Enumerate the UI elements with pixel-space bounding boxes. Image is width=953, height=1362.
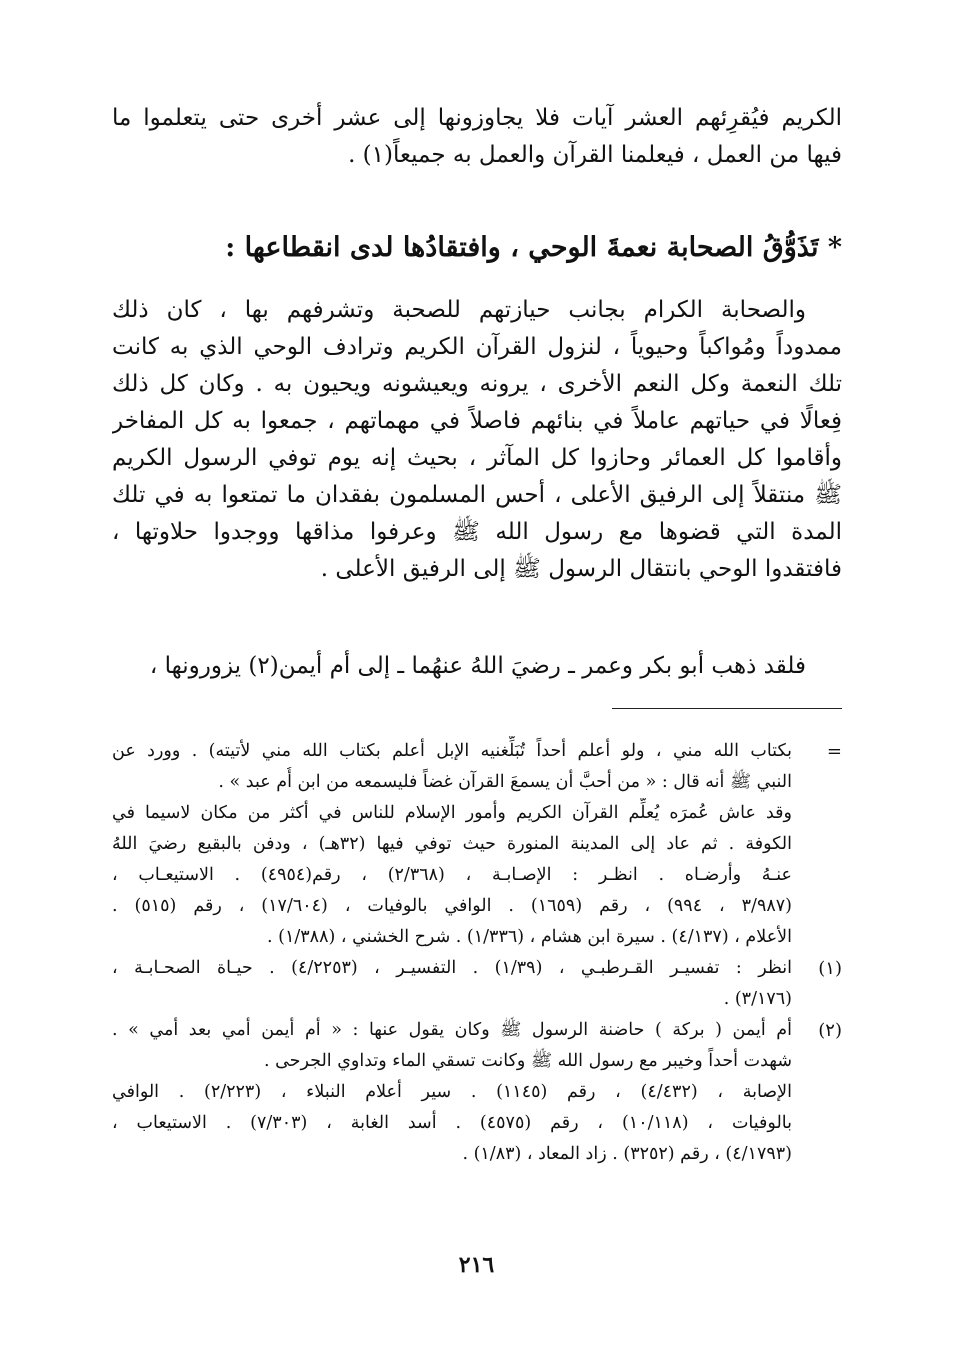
footnote-line: (٣/٩٨٧ ، ٩٩٤) ، رقم (١٦٥٩) . الوافي بالوفيات ، (١٧/٦٠٤) ، رقم (٥١٥) . — [112, 896, 792, 916]
text-line: ممدوداً ومُواكباً وحيوياً ، لنزول القرآن الكريم وترادف الوحي الذي به كانت — [112, 334, 842, 360]
footnote-marker: (٢) — [818, 1020, 842, 1041]
text-line: فِعالًا في حياتهم عاملاً في بنائهم فاصلاً في مهماتهم ، جمعوا به كل المفاخر — [112, 408, 842, 434]
text-line: تلك النعمة وكل النعم الأخرى ، يرونه ويعيشونه ويحيون به . وكان كل ذلك — [112, 371, 842, 397]
text-line: فلقد ذهب أبو بكر وعمر ـ رضيَ اللهُ عنهُما ـ إلى أم أيمن(٢) يزورونها ، — [149, 653, 806, 679]
footnote-line: النبي ﷺ أنه قال : « من أحبَّ أن يسمعَ القرآن غضاً فليسمعه من ابن أُم عبد » . — [218, 772, 792, 792]
footnotes — [112, 736, 842, 1170]
footnote-continued — [112, 736, 842, 953]
footnote-marker: = — [826, 741, 842, 762]
footnote-line: عنـهُ وأرضـاه . انظـر : الإصـابـة ، (٢/٣٦٨) ، رقم(٤٩٥٤) . الاستيعـاب ، — [112, 865, 792, 885]
text-line: وأقاموا كل العمائر وحازوا كل المآثر ، بحيث إنه يوم توفي الرسول الكريم — [112, 445, 842, 471]
text-line: الكريم فيُقرِئهم العشر آيات فلا يجاوزونها إلى عشر أخرى حتى يتعلموا ما — [112, 105, 842, 131]
footnote-line: الكوفة . ثم عاد إلى المدينة المنورة حيث توفي فيها (٣٢هـ) ، ودفن بالبقيع رضيَ اللهُ — [112, 834, 792, 854]
footnote-line: انظر : تفسيـر القـرطبـي ، (١/٣٩) . التفسيـر ، (٤/٢٢٥٣) . حيـاة الصحـابـة ، — [112, 958, 792, 978]
intro-paragraph — [112, 100, 842, 174]
text-line: المدة التي قضوها مع رسول الله ﷺ وعرفوا مذاقها ووجدوا حلاوتها ، — [112, 519, 842, 545]
footnote-1 — [112, 953, 842, 1015]
footnote-line: شهدت أحداً وخيبر مع رسول الله ﷺ وكانت تسقي الماء وتداوي الجرحى . — [263, 1051, 792, 1071]
footnote-separator — [612, 708, 842, 709]
footnote-line: الإصابة ، (٤/٤٣٢) ، رقم (١١٤٥) . سير أعلام النبلاء ، (٢/٢٢٣) . الوافي — [112, 1082, 792, 1102]
page-number: ٢١٦ — [458, 1252, 495, 1278]
text-line: والصحابة الكرام بجانب حيازتهم للصحبة وتشرفهم بها ، كان ذلك — [112, 297, 806, 323]
footnote-line: وقد عاش عُمرَه يُعلِّم القرآن الكريم وأمور الإسلام للناس في أكثر من مكان لاسيما في — [112, 803, 792, 823]
footnote-2 — [112, 1015, 842, 1170]
text-line: فافتقدوا الوحي بانتقال الرسول ﷺ إلى الرفيق الأعلى . — [320, 556, 842, 582]
footnote-line: بكتاب الله مني ، ولو أعلم أحداً تُبَلِّغنيه الإبل أعلم بكتاب الله مني لأتيته) . وورد عن — [112, 741, 792, 761]
footnote-line: أم أيمن ( بركة ) حاضنة الرسول ﷺ وكان يقول عنها : « أم أيمن أمي بعد أمي » . — [112, 1020, 792, 1040]
footnote-line: (٤/١٧٩٣) ، رقم (٣٢٥٢) . زاد المعاد ، (١/٨٣) . — [462, 1144, 792, 1164]
footnote-line: الأعلام ، (٤/١٣٧) . سيرة ابن هشام ، (١/٣٣٦) . شرح الخشني ، (١/٣٨٨) . — [267, 927, 792, 947]
footnote-line: بالوفيات ، (١٠/١١٨) ، رقم (٤٥٧٥) . أسد الغابة ، (٧/٣٠٣) . الاستيعاب ، — [112, 1113, 792, 1133]
text-line: ﷺ منتقلاً إلى الرفيق الأعلى ، أحس المسلمون بفقدان ما تمتعوا به في تلك — [112, 482, 842, 508]
text-line: فيها من العمل ، فيعلمنا القرآن والعمل به جميعاً(١) . — [348, 142, 842, 168]
footnote-marker: (١) — [818, 958, 842, 979]
main-paragraph — [112, 292, 842, 588]
section-heading: * تَذَوُّقُ الصحابة نعمةَ الوحي ، وافتقادُها لدى انقطاعها : — [225, 232, 842, 263]
footnote-line: (٣/١٧٦) . — [723, 989, 792, 1009]
second-paragraph — [112, 648, 842, 685]
